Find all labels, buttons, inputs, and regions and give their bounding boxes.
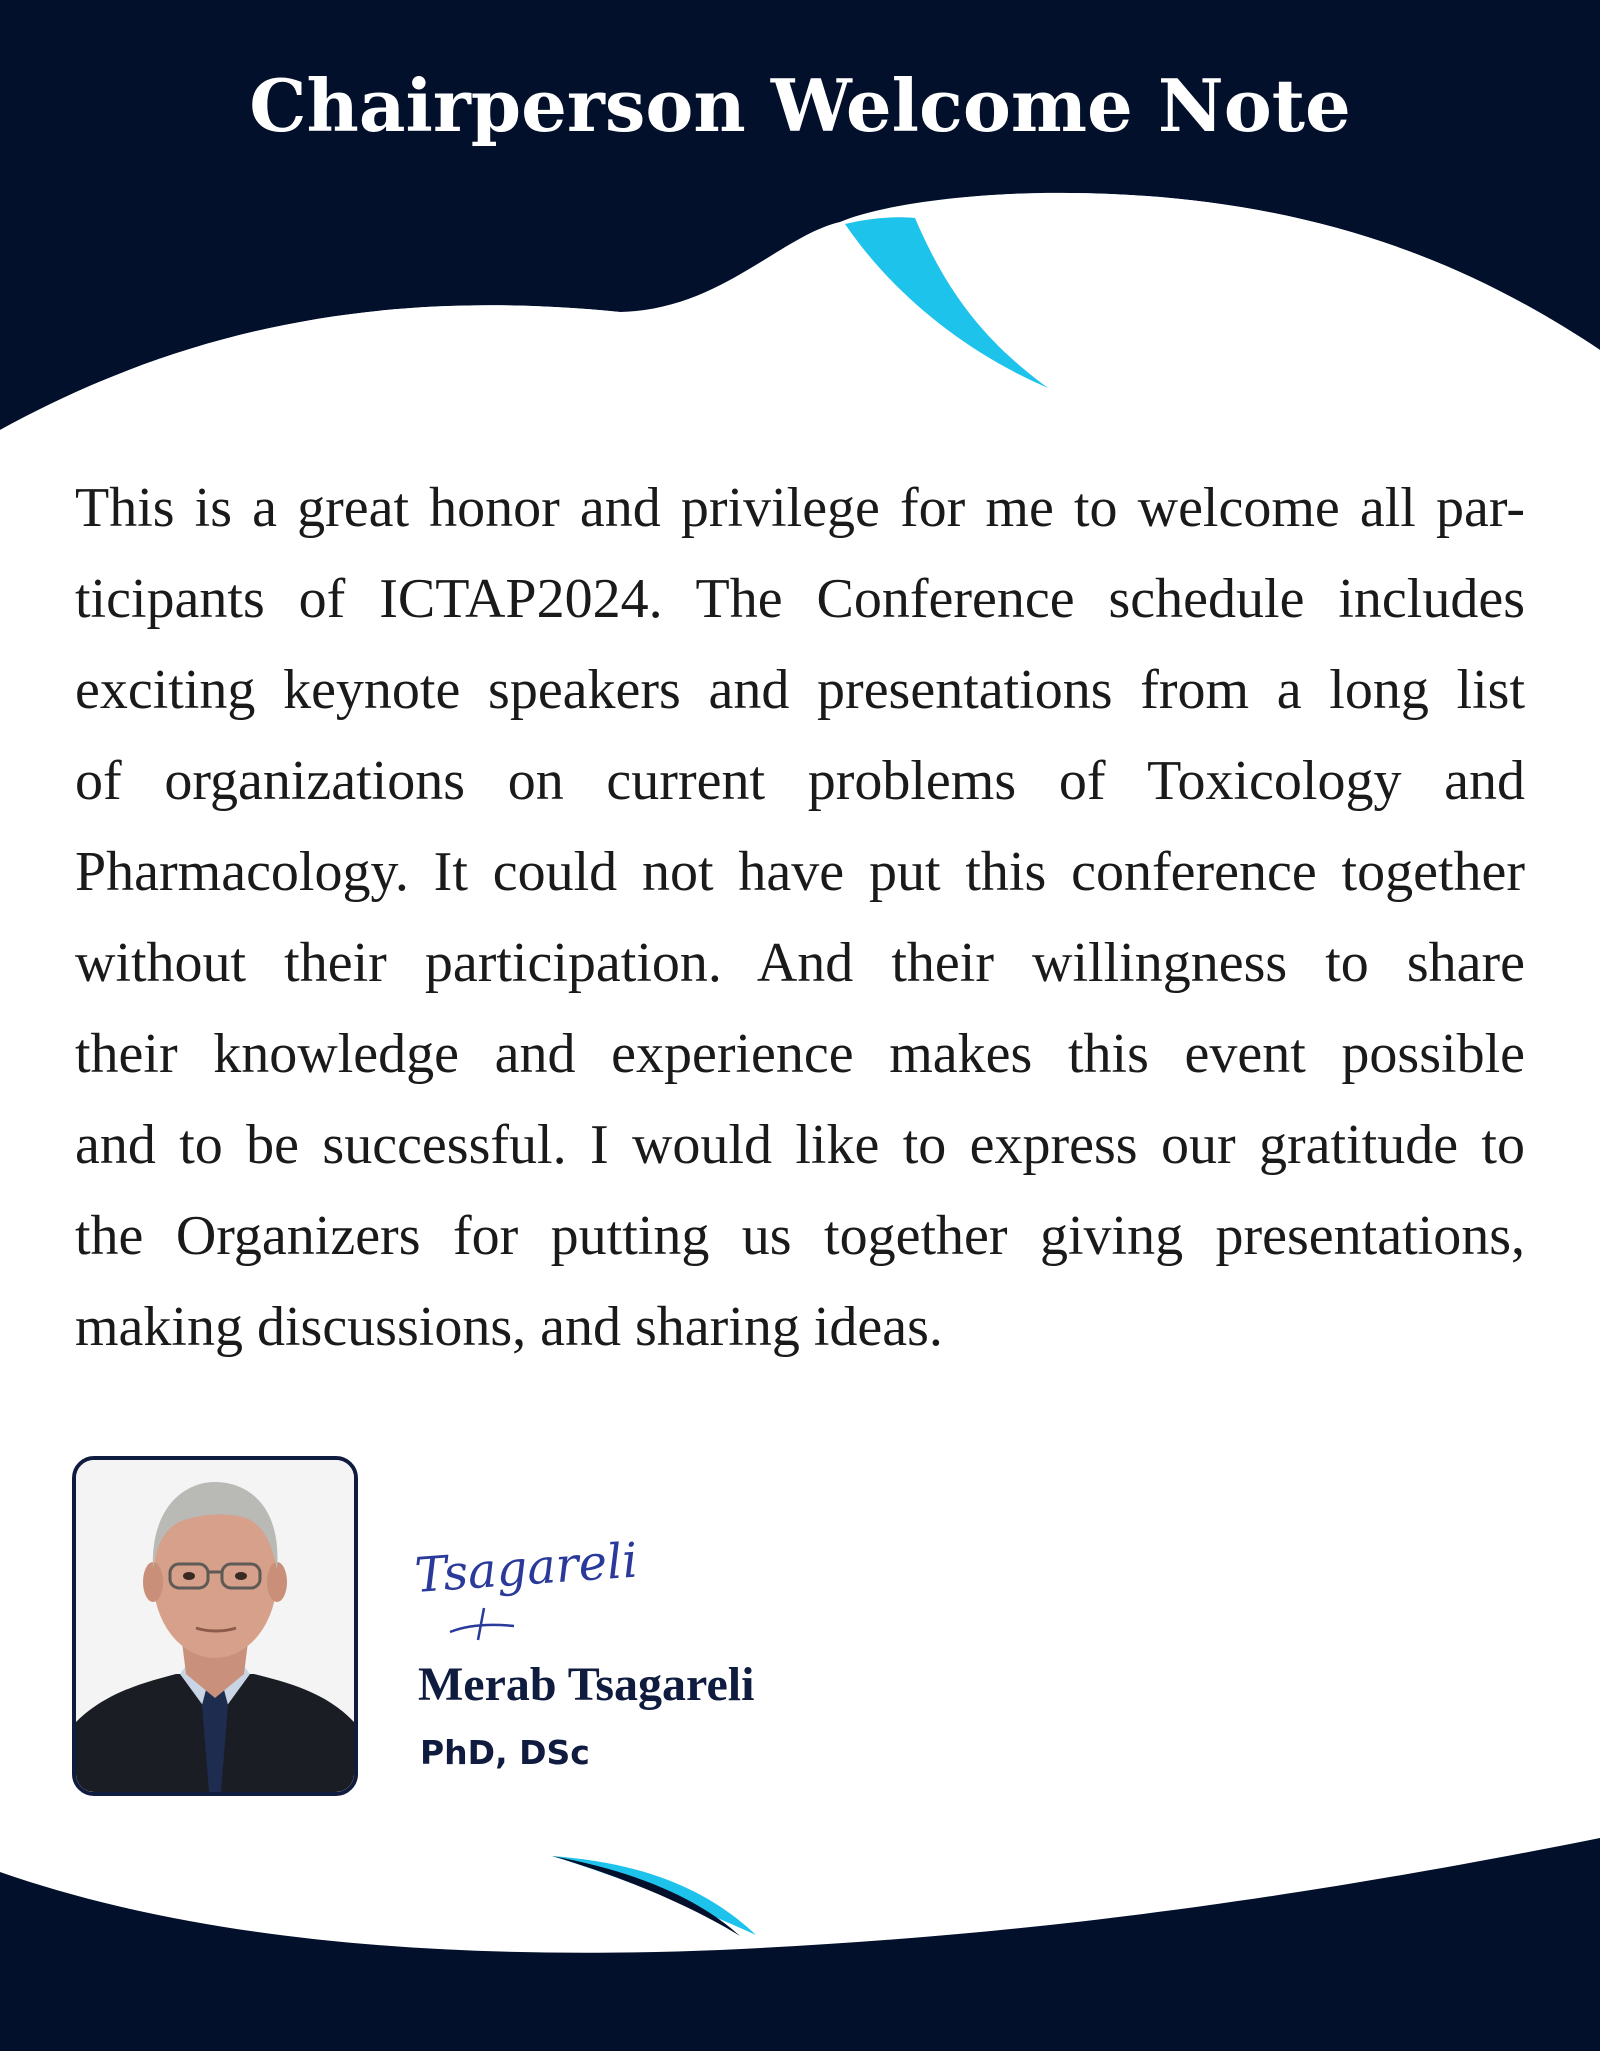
body-line: the Organizers for putting us together giving presentations, <box>75 1205 1525 1267</box>
body-line: their knowledge and experience makes this event possible <box>75 1023 1525 1085</box>
chairperson-photo <box>72 1456 358 1796</box>
body-line: This is a great honor and privilege for me to welcome all par- <box>75 477 1525 539</box>
bottom-navy-band <box>0 1838 1600 2051</box>
portrait-image <box>76 1460 354 1792</box>
bottom-cyan-swoosh <box>552 1856 756 1935</box>
body-line: Pharmacology. It could not have put this conference together <box>75 841 1525 903</box>
body-line: making discussions, and sharing ideas. <box>75 1296 943 1358</box>
bottom-navy-swoosh-edge <box>552 1856 740 1936</box>
chairperson-degree: PhD, DSc <box>420 1733 590 1772</box>
body-line: without their participation. And their willingness to share <box>75 932 1525 994</box>
page-title: Chairperson Welcome Note <box>249 63 1351 148</box>
signature-lettering: Tsagareli <box>412 1532 640 1604</box>
body-line: ticipants of ICTAP2024. The Conference schedule includes <box>75 568 1525 630</box>
body-line: exciting keynote speakers and presentations from a long list <box>75 659 1525 721</box>
signature-image <box>410 1520 650 1650</box>
body-line: and to be successful. I would like to express our gratitude to <box>75 1114 1525 1176</box>
body-line: of organizations on current problems of Toxicology and <box>75 750 1525 812</box>
chairperson-name: Merab Tsagareli <box>418 1658 755 1711</box>
welcome-note-body <box>75 463 1525 1373</box>
